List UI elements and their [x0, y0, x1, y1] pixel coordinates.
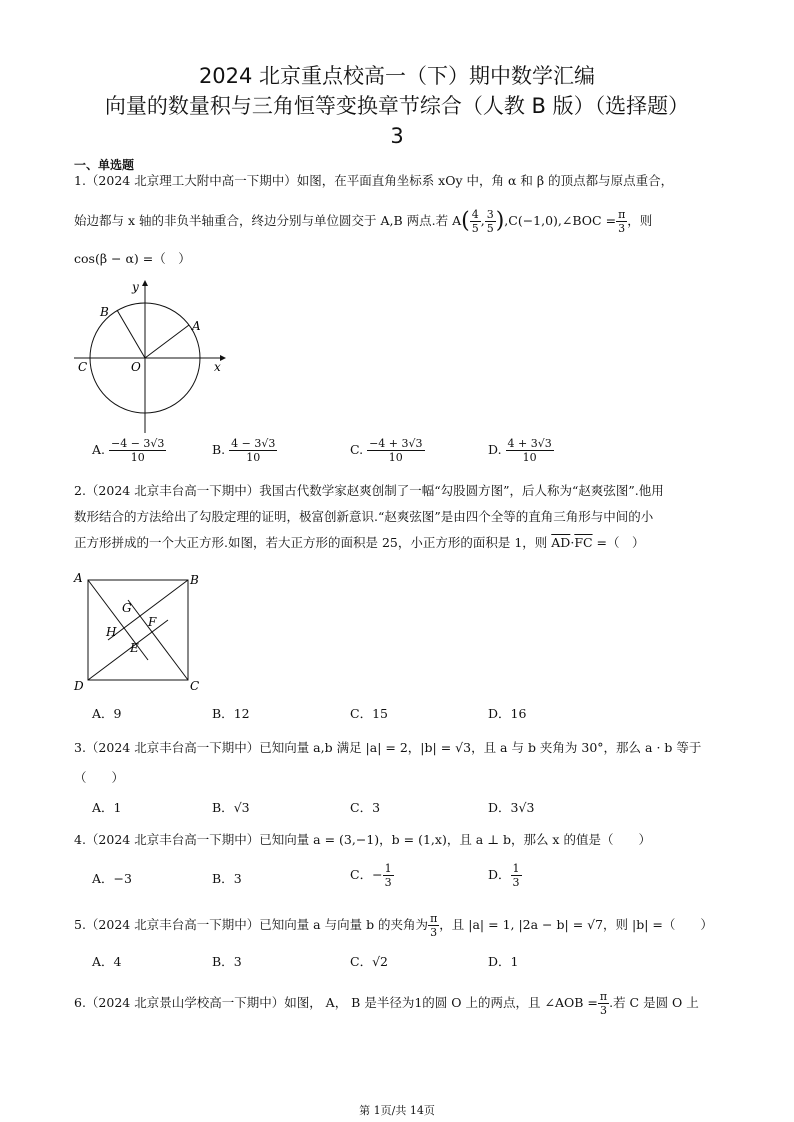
seg-a [88, 580, 148, 660]
q1-line2: 始边都与 x 轴的非负半轴重合，终边分别与单位圆交于 A,B 两点.若 A( $\frac{4}{5}$ , $\frac{3}{5}$ ),C(−1,0),∠BOC = $\frac{\pi}{3}$ ，则 [74, 208, 653, 235]
q5-option-c[interactable]: C．√2 [350, 954, 388, 969]
q4-option-d[interactable]: D． $\frac{1}{3}$ [488, 862, 520, 889]
label-y: y [132, 280, 139, 294]
doc-title-line3: 3 [390, 124, 404, 148]
page-footer: 第 1页/共 14页 [359, 1104, 435, 1117]
q4-line1: 4.（2024 北京丰台高一下期中）已知向量 a = (3,−1)，b = (1,x)，且 a ⊥ b，那么 x 的值是（ ） [74, 832, 651, 847]
big-square [88, 580, 188, 680]
seg-b [108, 580, 188, 640]
section-heading: 一、单选题 [74, 158, 135, 172]
q1-unit-circle-figure [72, 278, 232, 438]
q2-option-b[interactable]: B．12 [212, 706, 250, 721]
label-e: E [130, 641, 139, 655]
q5-line1: 5.（2024 北京丰台高一下期中）已知向量 a 与向量 b 的夹角为 $\frac{\pi}{3}$ ，且 |a| = 1, |2a − b| = √7，则 |b| =（ ） [74, 912, 713, 939]
label-c: C [190, 679, 200, 692]
label-h: H [106, 625, 117, 639]
x-axis-arrow [220, 355, 226, 361]
q3-line2: （ ） [74, 770, 125, 785]
q3-option-b[interactable]: B．√3 [212, 800, 250, 815]
seg-c [128, 600, 188, 680]
q1-line1: 1.（2024 北京理工大附中高一下期中）如图，在平面直角坐标系 xOy 中，角 α 和 β 的顶点都与原点重合， [74, 173, 674, 188]
q5-option-a[interactable]: A．4 [92, 954, 122, 969]
q1-option-b[interactable]: B. $\frac{4 - 3√3}{10}$ [212, 437, 276, 464]
q2-zhao-shuang-figure [72, 570, 202, 692]
seg-d [88, 620, 168, 680]
q5-option-b[interactable]: B．3 [212, 954, 242, 969]
q2-option-a[interactable]: A．9 [92, 706, 122, 721]
label-d: D [74, 679, 84, 692]
label-b: B [190, 573, 199, 587]
q5-option-d[interactable]: D．1 [488, 954, 519, 969]
label-x: x [214, 360, 221, 374]
y-axis-arrow [142, 280, 148, 286]
ray-ob [117, 310, 145, 358]
label-a: A [74, 571, 83, 585]
q4-option-b[interactable]: B．3 [212, 871, 242, 886]
label-b: B [100, 305, 109, 319]
label-c: C [78, 360, 88, 374]
q3-option-c[interactable]: C．3 [350, 800, 381, 815]
label-f: F [148, 615, 157, 629]
label-a: A [192, 319, 201, 333]
q2-option-c[interactable]: C．15 [350, 706, 388, 721]
q4-option-c[interactable]: C．− $\frac{1}{3}$ [350, 862, 392, 889]
q2-line2: 数形结合的方法给出了勾股定理的证明，极富创新意识.“赵爽弦图”是由四个全等的直角三角形与中间的小 [74, 509, 654, 524]
q2-line1: 2.（2024 北京丰台高一下期中）我国古代数学家赵爽创制了一幅“勾股圆方图”，后人称为“赵爽弦图”.他用 [74, 483, 664, 498]
q3-option-a[interactable]: A．1 [92, 800, 122, 815]
q1-line3: cos(β − α) =（ ） [74, 251, 191, 266]
q1-option-a[interactable]: A. $\frac{-4 - 3√3}{10}$ [92, 437, 165, 464]
q3-line1: 3.（2024 北京丰台高一下期中）已知向量 a,b 满足 |a| = 2，|b| = √3，且 a 与 b 夹角为 30°，那么 a · b 等于 [74, 740, 702, 755]
q1-option-d[interactable]: D. $\frac{4 + 3√3}{10}$ [488, 437, 552, 464]
q2-option-d[interactable]: D．16 [488, 706, 527, 721]
q1-option-c[interactable]: C. $\frac{-4 + 3√3}{10}$ [350, 437, 423, 464]
doc-title-line1: 2024 北京重点校高一（下）期中数学汇编 [198, 64, 596, 88]
q3-option-d[interactable]: D．3√3 [488, 800, 535, 815]
doc-title-line2: 向量的数量积与三角恒等变换章节综合（人教 B 版）（选择题） [104, 94, 690, 118]
ray-oa [145, 325, 189, 358]
q2-line3: 正方形拼成的一个大正方形.如图，若大正方形的面积是 25，小正方形的面积是 1，则 $\overline{AD}\cdot\overline{FC}$ =（ ） [74, 535, 645, 550]
label-o: O [131, 360, 141, 374]
label-g: G [122, 601, 132, 615]
q4-option-a[interactable]: A．−3 [92, 871, 132, 886]
q6-line1: 6.（2024 北京景山学校高一下期中）如图， A， B 是半径为1的圆 O 上的两点，且 ∠AOB = $\frac{\pi}{3}$ .若 C 是圆 O 上 [74, 990, 699, 1017]
